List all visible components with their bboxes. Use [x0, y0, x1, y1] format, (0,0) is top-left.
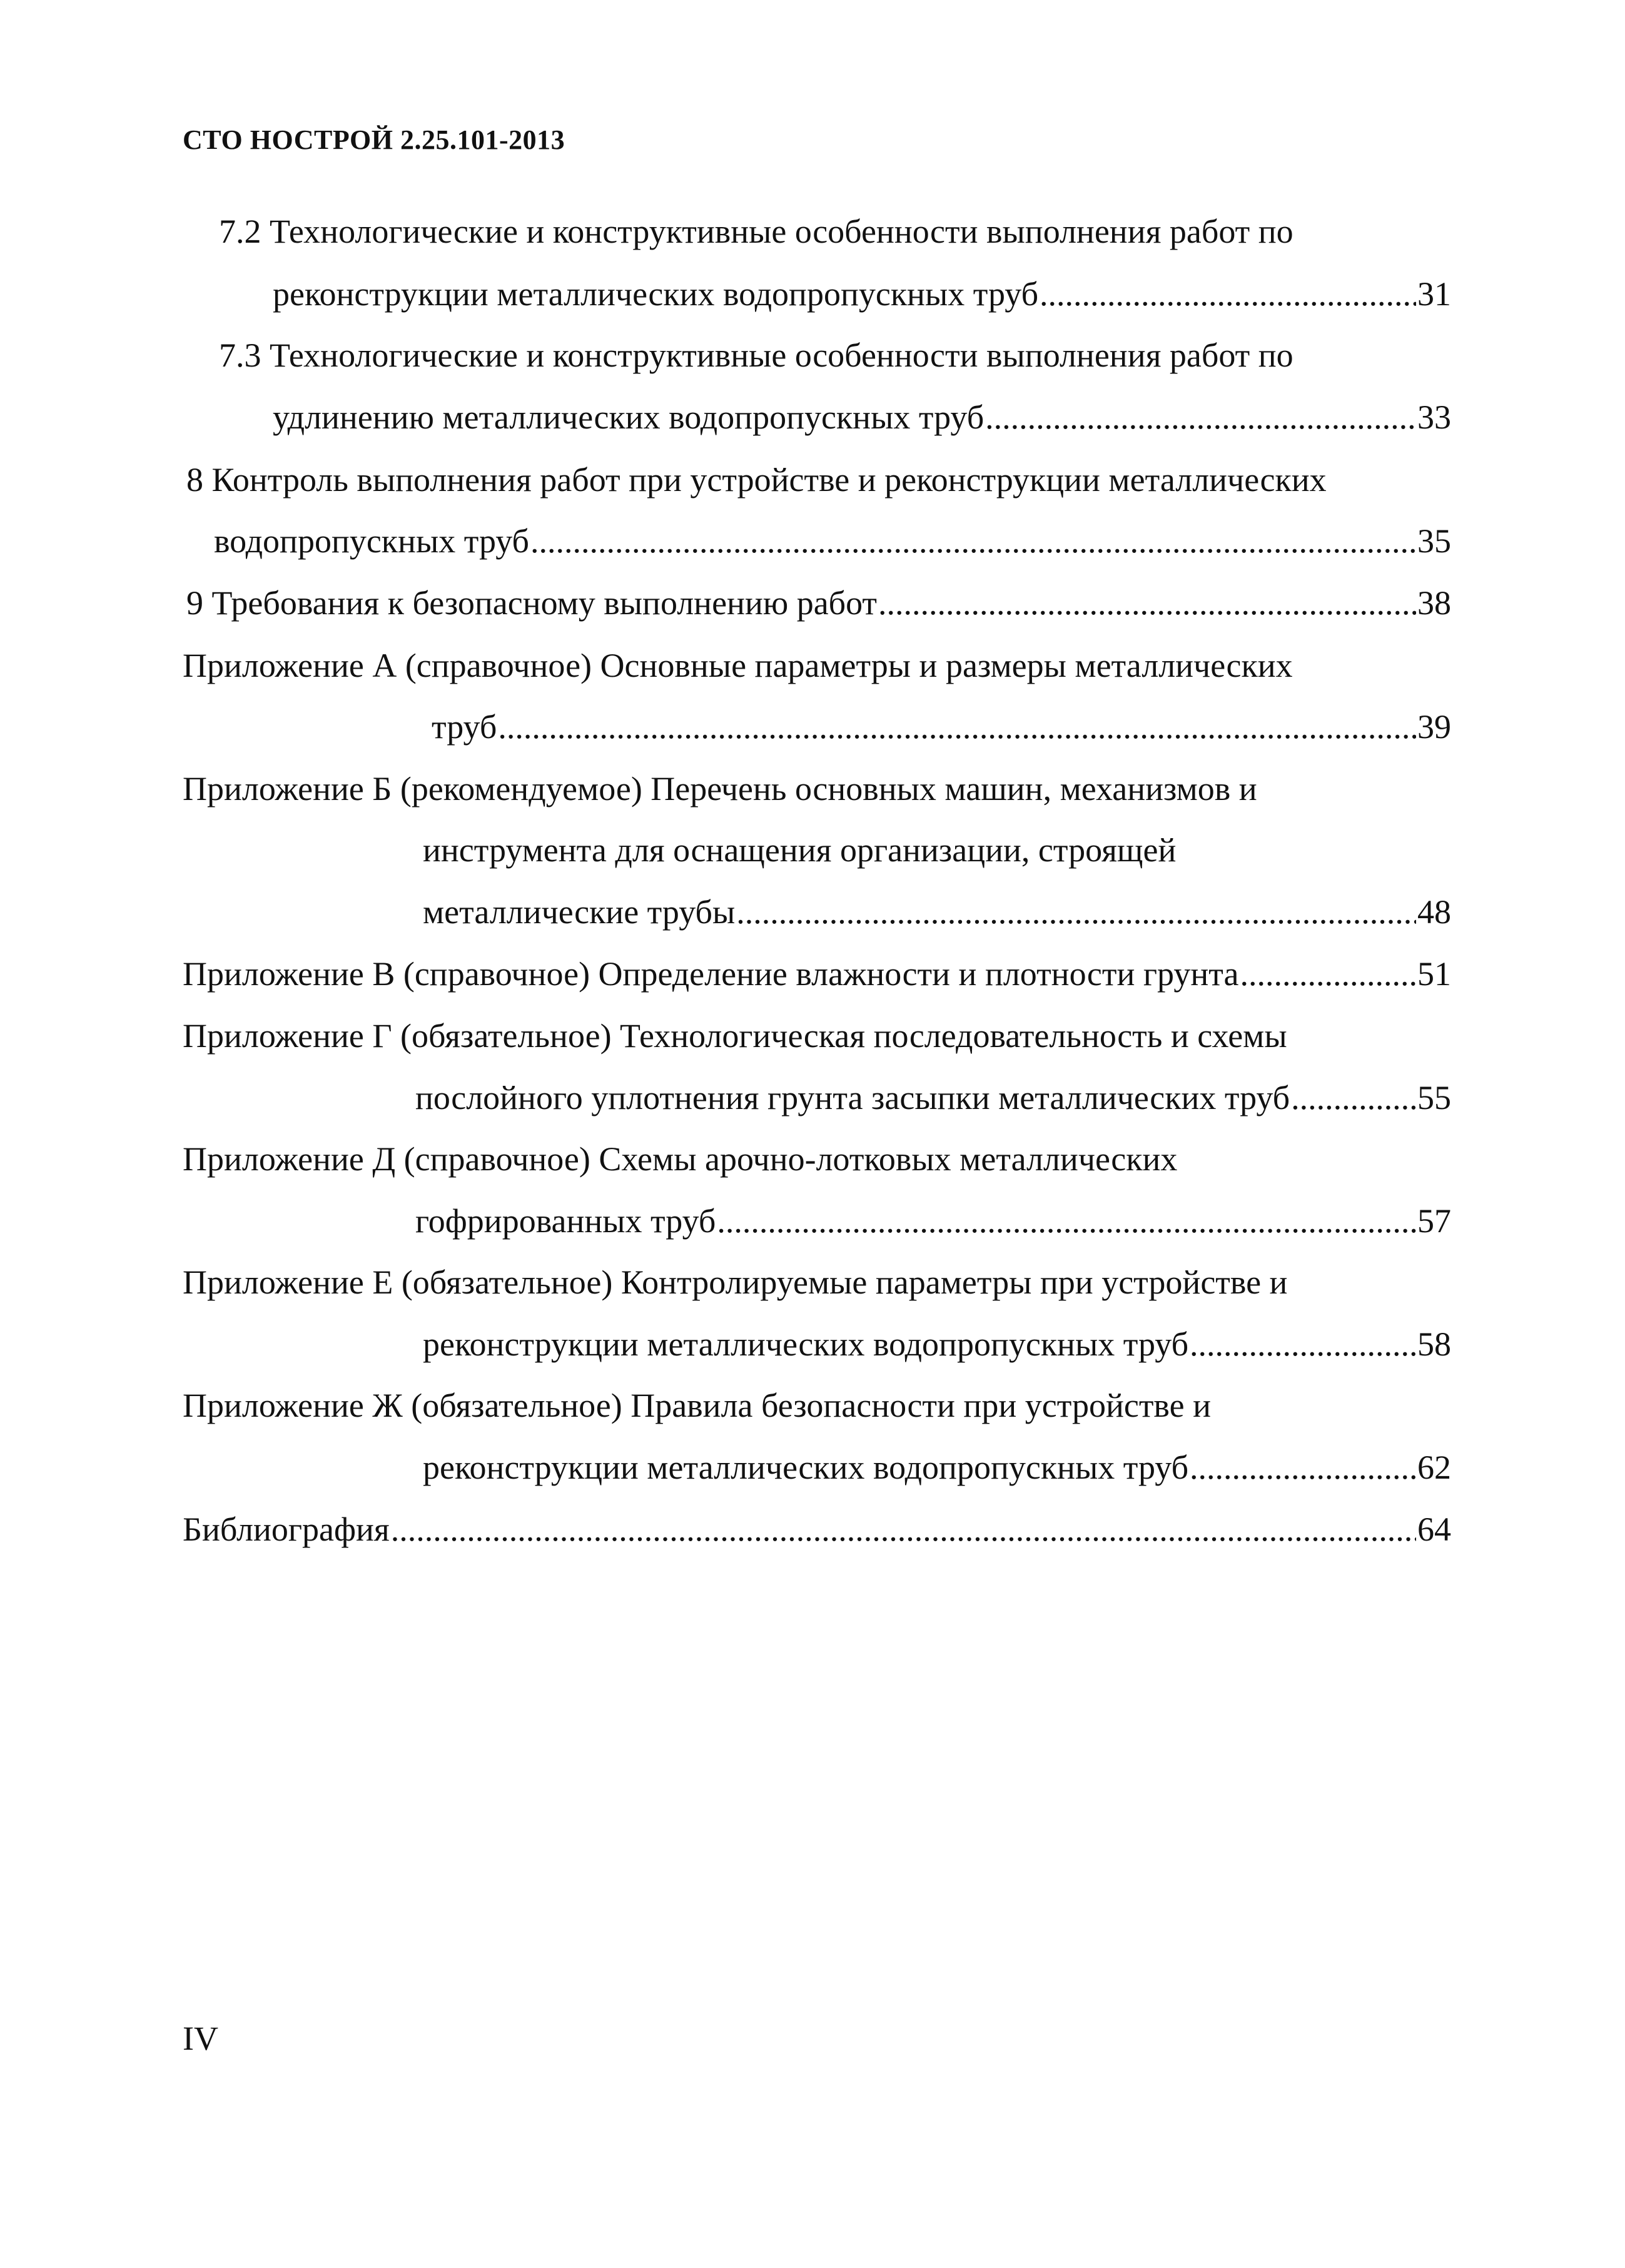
toc-entry-appendix-zh-line1: Приложение Ж (обязательное) Правила безопасности при устройстве и: [183, 1387, 1211, 1424]
toc-entry-title: 9 Требования к безопасному выполнению работ: [186, 584, 878, 622]
toc-entry-7-2[interactable]: [273, 272, 1451, 316]
toc-page-number: 31: [1417, 275, 1451, 313]
toc-page-number: 62: [1417, 1449, 1451, 1486]
toc-leader-dots: [1190, 1445, 1416, 1489]
toc-entry-8-line1: 8 Контроль выполнения работ при устройстве и реконструкции металлических: [186, 461, 1327, 499]
toc-leader-dots: [391, 1507, 1416, 1551]
toc-entry-appendix-g-line1: Приложение Г (обязательное) Технологическая последовательность и схемы: [183, 1017, 1287, 1055]
toc-page-number: 33: [1417, 398, 1451, 436]
toc-entry-appendix-b-line1: Приложение Б (рекомендуемое) Перечень основных машин, механизмов и: [183, 770, 1257, 807]
toc-entry-bibliography[interactable]: [183, 1507, 1451, 1551]
toc-entry-title: Приложение В (справочное) Определение влажности и плотности грунта: [183, 955, 1239, 993]
toc-entry-title: гофрированных труб: [415, 1202, 716, 1240]
toc-leader-dots: [1040, 272, 1416, 316]
toc-leader-dots: [498, 705, 1416, 749]
toc-page-number: 51: [1417, 955, 1451, 993]
toc-entry-appendix-b[interactable]: [423, 890, 1451, 934]
toc-page-number: 35: [1417, 522, 1451, 560]
toc-leader-dots: [985, 395, 1416, 439]
toc-entry-7-3[interactable]: [273, 395, 1451, 439]
toc-entry-appendix-e[interactable]: [423, 1322, 1451, 1366]
toc-entry-8[interactable]: [214, 519, 1451, 563]
toc-leader-dots: [1190, 1322, 1416, 1366]
toc-entry-9[interactable]: [186, 581, 1451, 625]
toc-entry-appendix-d[interactable]: [415, 1199, 1451, 1243]
toc-page-number: 57: [1417, 1202, 1451, 1240]
toc-entry-title: труб: [432, 708, 497, 746]
toc-entry-appendix-a[interactable]: [432, 705, 1451, 749]
toc-entry-7-3-line1: 7.3 Технологические и конструктивные особенности выполнения работ по: [219, 337, 1293, 374]
toc-leader-dots: [736, 890, 1416, 934]
toc-entry-appendix-e-line1: Приложение Е (обязательное) Контролируемые параметры при устройстве и: [183, 1263, 1288, 1301]
toc-page-number: 39: [1417, 708, 1451, 746]
toc-leader-dots: [530, 519, 1416, 563]
toc-entry-title: реконструкции металлических водопропускных труб: [273, 275, 1039, 313]
page-number: IV: [183, 2020, 218, 2057]
document-header: СТО НОСТРОЙ 2.25.101-2013: [183, 124, 565, 155]
toc-page-number: 64: [1417, 1511, 1451, 1548]
toc-leader-dots: [1291, 1076, 1416, 1120]
toc-entry-appendix-b-line2: инструмента для оснащения организации, строящей: [423, 831, 1177, 869]
toc-entry-title: удлинению металлических водопропускных труб: [273, 398, 985, 436]
toc-entry-appendix-g[interactable]: [415, 1076, 1451, 1120]
toc-entry-title: реконструкции металлических водопропускных труб: [423, 1449, 1189, 1486]
toc-leader-dots: [717, 1199, 1416, 1243]
toc-entry-appendix-zh[interactable]: [423, 1445, 1451, 1489]
toc-entry-appendix-a-line1: Приложение А (справочное) Основные параметры и размеры металлических: [183, 647, 1293, 684]
toc-entry-title: металлические трубы: [423, 893, 736, 931]
toc-entry-appendix-d-line1: Приложение Д (справочное) Схемы арочно-лотковых металлических: [183, 1140, 1178, 1178]
toc-entry-title: Библиография: [183, 1511, 390, 1548]
toc-leader-dots: [1240, 952, 1416, 996]
toc-entry-appendix-v[interactable]: [183, 952, 1451, 996]
toc-entry-7-2-line1: 7.2 Технологические и конструктивные особенности выполнения работ по: [219, 213, 1293, 250]
toc-entry-title: водопропускных труб: [214, 522, 530, 560]
toc-entry-title: послойного уплотнения грунта засыпки металлических труб: [415, 1079, 1290, 1116]
toc-page-number: 55: [1417, 1079, 1451, 1116]
toc-entry-title: реконструкции металлических водопропускных труб: [423, 1325, 1189, 1363]
toc-page-number: 58: [1417, 1325, 1451, 1363]
toc-page-number: 38: [1417, 584, 1451, 622]
toc-page-number: 48: [1417, 893, 1451, 931]
toc-leader-dots: [878, 581, 1416, 625]
